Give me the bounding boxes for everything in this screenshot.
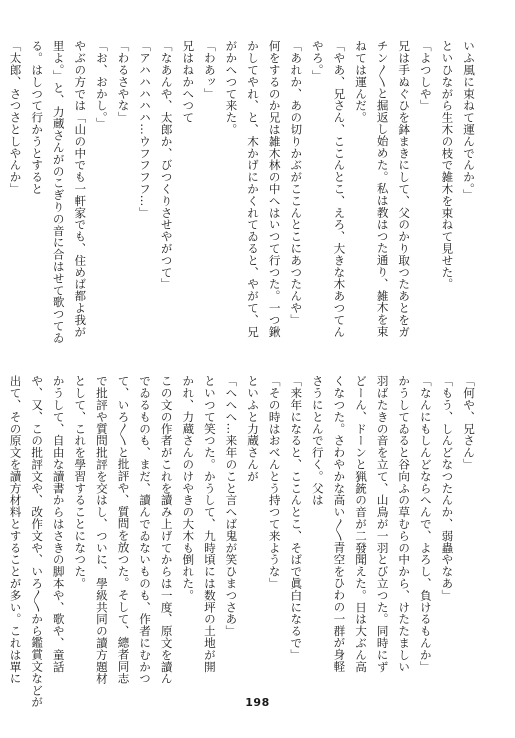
text-line: 「なんにもしんどならへんで、よろし、負けるもんか」	[418, 375, 433, 673]
upper-text-block	[4, 40, 479, 344]
text-line: 「あれか、あの切りかぶがここんとこにあつたんや」	[289, 40, 304, 326]
text-line: 「アハハハハハ…ウフフフフ…」	[138, 40, 153, 219]
text-line: 「よつしや」	[418, 40, 433, 112]
text-line: 兄は手ぬぐひを鉢まきにして、父のかり取つたあとをガ	[397, 40, 412, 338]
text-line: といふと力蔵さんが	[246, 375, 261, 483]
text-line: 「わあッ」	[202, 40, 217, 100]
text-line: や、又、この批評文や、改作文や、いろ〳〵から鑑賞文などが	[30, 375, 45, 708]
text-line: どーん、ドーンと猟銃の音が二發聞えた。日は大ぶん高	[354, 375, 369, 673]
text-line: やろ。」	[310, 40, 325, 82]
text-line: さうにとんで行く。父は	[310, 375, 325, 506]
text-line: やぶの方では「山の中でも一軒家でも、住めば都よ我が	[73, 40, 88, 338]
text-line: 「その時はおべんとう持つて来ような」	[267, 375, 282, 590]
text-line: がかへつて来た。	[224, 40, 239, 136]
text-line: いふ風に束ねて運んでんか。」	[462, 40, 476, 201]
text-line: 「わるさやな」	[116, 40, 131, 124]
text-line: ねては運んだ。	[354, 40, 369, 124]
text-line: 羽ばたきの音を立て、山鳥が一羽とび立つた。同時にず	[375, 375, 390, 673]
text-line: 何をするのか兄は雑木林の中へはいつて行つた。一つ鍬	[267, 40, 282, 338]
text-line: 里よ。」と、力蔵さんがのこぎりの音に合はせて歌つてゐ	[51, 40, 66, 344]
text-line: 「へへへ…来年のこと言へば鬼が笑ひまつさあ」	[224, 375, 239, 637]
text-line: 「来年になると、ここんとこ、そばで眞白になるで」	[289, 375, 304, 661]
text-line: かうして、自由な讀書からはさきの脚本や、歌や、童話	[51, 375, 66, 673]
text-line: 「なあんや、太郎か、びつくりさせやがつて」	[159, 40, 174, 290]
text-line: くなつた。さわやかな高い〳〵青空をひわの一群が身軽	[332, 375, 347, 673]
page-number: 198	[245, 696, 270, 709]
text-line: 兄はねかへつて	[181, 40, 196, 124]
text-line: かしてやれ、と、木かげにかくれてゐると、やがて、兄	[246, 40, 261, 338]
text-line: る。はしつて行かうとすると	[30, 40, 45, 195]
text-line: といひながら生木の枝で雑木を束ねて見せた。	[440, 40, 455, 290]
text-line: 出て、その原文を讀方材料とすることが多い。これは單に	[8, 375, 23, 685]
text-line: かれ、力蔵さんのけやきの大木も倒れた。	[181, 375, 196, 602]
text-line: 「太郎、さつさとしやんか」	[8, 40, 23, 195]
text-line: 「何や、兄さん」	[462, 375, 476, 471]
text-line: 「やあ、兄さん、ここんとこ、えろ、大きな木あつてん	[332, 40, 347, 338]
text-line: かうしてゐると谷向ふの草むらの中から、けたたましい	[397, 375, 412, 673]
text-line: 「もう、しんどなつたんか、弱蟲やなあ」	[440, 375, 455, 602]
text-line: で批評や質問批評を交はし、ついに、學級共同の讀方題材	[94, 375, 109, 685]
text-line: この文の作者がこれを讀み上げてからは一度、原文を讀ん	[159, 375, 174, 685]
text-line: 「お、おかし。」	[94, 40, 109, 130]
text-line: チン〳〵と掘返し始めた。私は教はつた通り、雑木を束	[375, 40, 390, 338]
text-line: でゐるものも、まだ、讀んでゐないものも、作者にむかつ	[138, 375, 153, 685]
text-line: て、いろ〳〵と批評や、質問を放つた。そして、總者同志	[116, 375, 131, 685]
text-line: として、これを學習することになつた。	[73, 375, 88, 590]
text-line: といつて笑つた。かうして、九時頃には数坪の土地が開	[202, 375, 217, 673]
